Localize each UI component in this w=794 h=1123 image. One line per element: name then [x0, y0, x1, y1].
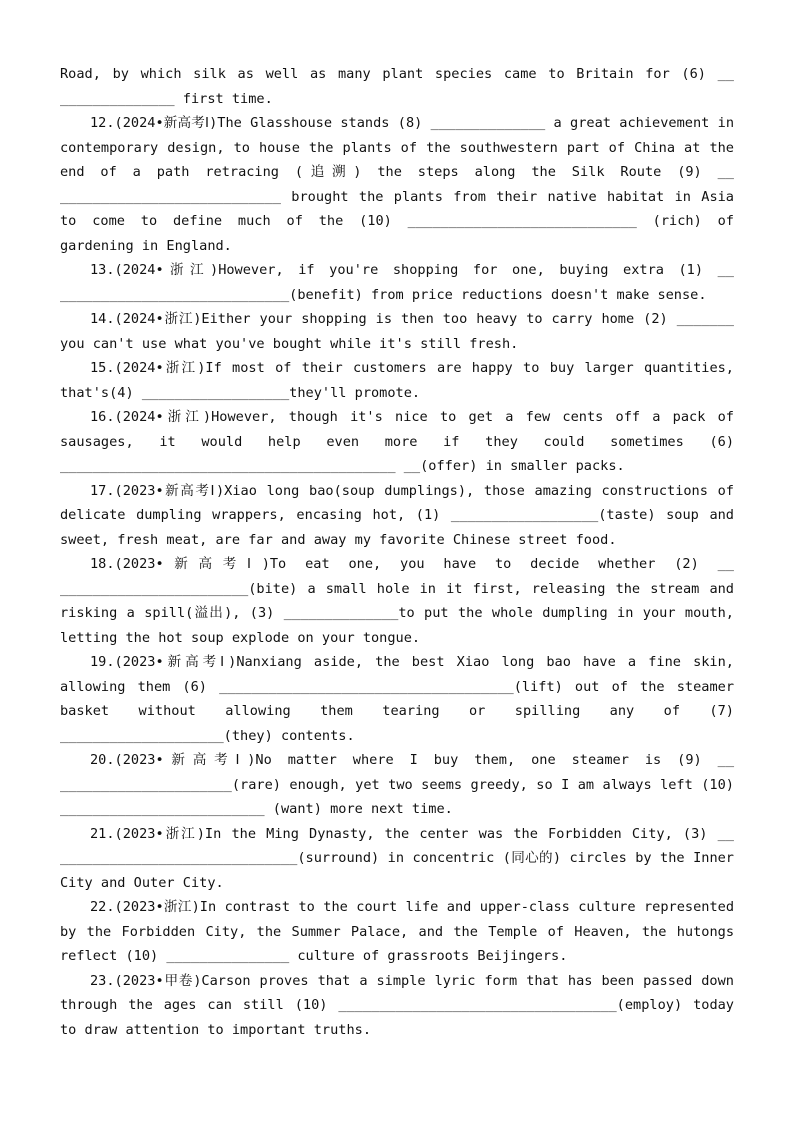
question-17: 17.(2023•新高考Ⅰ)Xiao long bao(soup dumplings), those amazing constructions of delicate dumpling wrappers, encasing hot, (1) __________________(taste) soup and sweet, fresh meat, are far and away my favorite Chinese street food.	[60, 482, 734, 548]
question-20: 20.(2023•新高考Ⅰ)No matter where I buy them, one steamer is (9) __ _____________________(rare) enough, yet two seems greedy, so I am always left (10) _________________________ (want) more next time.	[60, 752, 734, 817]
document-page	[60, 62, 734, 1042]
question-15: 15.(2024•浙江)If most of their customers are happy to buy larger quantities, that's(4) __________________they'll promote.	[60, 360, 734, 401]
question-18: 18.(2023•新高考Ⅰ)To eat one, you have to decide whether (2) __ _______________________(bite) a small hole in it first, releasing the stream and risking a spill(溢出), (3) ______________to put the whole dumpling in your mouth, letting the hot soup explode on your tongue.	[60, 556, 734, 646]
question-12: 12.(2024•新高考Ⅰ)The Glasshouse stands (8) ______________ a great achievement in contemporary design, to house the plants of the southwestern part of China at the end of a path retracing (追溯) the steps along the Silk Route (9) __ ___________________________ brought the plants from their native habitat in Asia to come to define much of the (10) ____________________________ (rich) of gardening in England.	[60, 115, 734, 254]
question-16: 16.(2024•浙江)However, though it's nice to get a few cents off a pack of sausages, it would help even more if they could sometimes (6) _________________________________________ __(offer) in smaller packs.	[60, 409, 734, 474]
question-21: 21.(2023•浙江)In the Ming Dynasty, the center was the Forbidden City, (3) __ _____________________________(surround) in concentric (同心的) circles by the Inner City and Outer City.	[60, 825, 734, 891]
question-19: 19.(2023•新高考Ⅰ)Nanxiang aside, the best Xiao long bao have a fine skin, allowing them (6) ____________________________________(lift) out of the steamer basket without allowing them tearing or spilling any of (7) ____________________(they) contents.	[60, 654, 734, 744]
question-23: 23.(2023•甲卷)Carson proves that a simple lyric form that has been passed down through the ages can still (10) __________________________________(employ) today to draw attention to important truths.	[60, 972, 734, 1038]
question-14: 14.(2024•浙江)Either your shopping is then too heavy to carry home (2) _______ you can't use what you've bought while it's still fresh.	[60, 311, 734, 352]
question-fragment-continuation: Road, by which silk as well as many plant species came to Britain for (6) __ ______________ first time.	[60, 66, 734, 107]
question-13: 13.(2024•浙江)However, if you're shopping for one, buying extra (1) __ ____________________________(benefit) from price reductions doesn't make sense.	[60, 262, 734, 303]
question-22: 22.(2023•浙江)In contrast to the court life and upper-class culture represented by the Forbidden City, the Summer Palace, and the Temple of Heaven, the hutongs reflect (10) _______________ culture of grassroots Beijingers.	[60, 899, 734, 964]
